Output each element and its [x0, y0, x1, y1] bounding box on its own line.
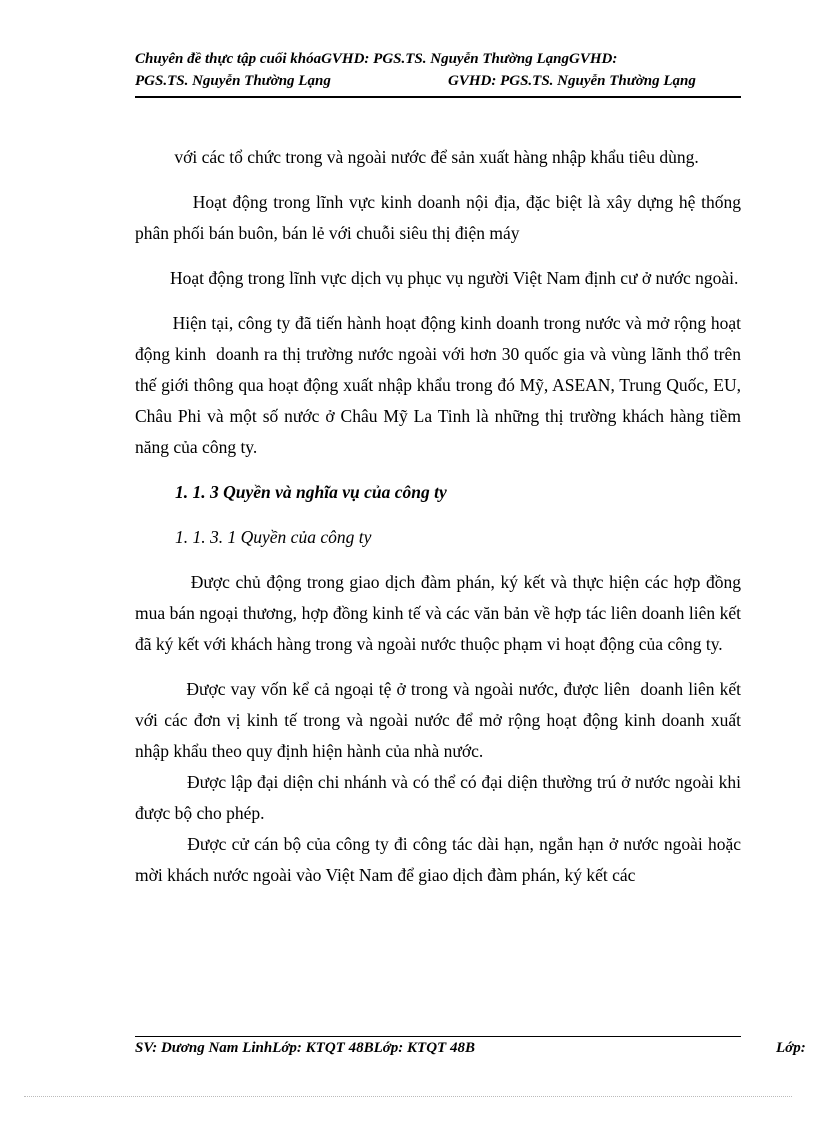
footer-rule: [135, 1036, 741, 1037]
header-line-2: [135, 70, 741, 92]
subsection-heading: 1. 1. 3. 1 Quyền của công ty: [175, 527, 372, 547]
paragraph: Được vay vốn kể cả ngoại tệ ở trong và ngoài nước, được liên doanh liên kết với các đơn vị kinh tế trong và ngoài nước để mở rộng hoạt động kinh doanh xuất nhập khẩu theo quy định hiện hành của nhà nước.: [135, 679, 746, 761]
paragraph: với các tổ chức trong và ngoài nước để sản xuất hàng nhập khẩu tiêu dùng.: [135, 147, 699, 167]
header-line-2-right: GVHD: PGS.TS. Nguyễn Thường Lạng: [448, 73, 696, 89]
page-header: [135, 48, 741, 92]
paragraph: Được chủ động trong giao dịch đàm phán, ký kết và thực hiện các hợp đồng mua bán ngoại thương, hợp đồng kinh tế và các văn bản về hợp tác liên doanh liên kết đã ký kết với khách hàng trong và ngoài nước thuộc phạm vi hoạt động của công ty.: [135, 572, 746, 654]
section-heading: 1. 1. 3 Quyền và nghĩa vụ của công ty: [175, 482, 447, 502]
header-rule: [135, 96, 741, 98]
document-body: [135, 142, 750, 891]
paragraph: Hiện tại, công ty đã tiến hành hoạt động kinh doanh trong nước và mở rộng hoạt động kinh doanh ra thị trường nước ngoài với hơn 30 quốc gia và vùng lãnh thổ trên thế giới thông qua hoạt động xuất nhập khẩu trong đó Mỹ, ASEAN, Trung Quốc, EU, Châu Phi và một số nước ở Châu Mỹ La Tinh là những thị trường khách hàng tiềm năng của công ty.: [135, 313, 746, 457]
footer-left: SV: Dương Nam LinhLớp: KTQT 48BLớp: KTQT 48B: [135, 1040, 475, 1056]
header-line-1: Chuyên đề thực tập cuối khóaGVHD: PGS.TS. Nguyễn Thường LạngGVHD:: [135, 51, 618, 67]
paragraph: Hoạt động trong lĩnh vực kinh doanh nội địa, đặc biệt là xây dựng hệ thống phân phối bán buôn, bán lẻ với chuỗi siêu thị điện máy: [135, 192, 746, 243]
paragraph: Được cử cán bộ của công ty đi công tác dài hạn, ngắn hạn ở nước ngoài hoặc mời khách nước ngoài vào Việt Nam để giao dịch đàm phán, ký kết các: [135, 834, 746, 885]
page-bottom-dotted-line: [24, 1096, 792, 1097]
footer-right: Lớp:: [776, 1040, 806, 1056]
header-line-2-left: PGS.TS. Nguyễn Thường Lạng: [135, 73, 331, 89]
paragraph: Được lập đại diện chi nhánh và có thể có đại diện thường trú ở nước ngoài khi được bộ cho phép.: [135, 772, 750, 823]
paragraph: Hoạt động trong lĩnh vực dịch vụ phục vụ người Việt Nam định cư ở nước ngoài.: [135, 268, 739, 288]
